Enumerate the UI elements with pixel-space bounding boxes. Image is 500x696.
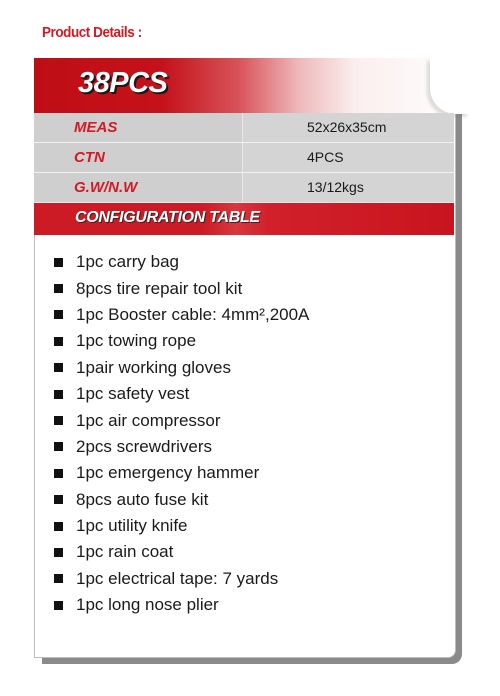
list-item-text: 1pc carry bag: [76, 252, 179, 272]
square-bullet-icon: [54, 416, 63, 425]
list-item: [54, 434, 309, 460]
square-bullet-icon: [54, 469, 63, 478]
square-bullet-icon: [54, 258, 63, 267]
list-item-text: 1pc rain coat: [76, 542, 174, 562]
list-item-text: 1pc emergency hammer: [76, 463, 260, 483]
spec-value: 13/12kgs: [307, 179, 364, 195]
spec-value: 52x26x35cm: [307, 119, 387, 135]
square-bullet-icon: [54, 390, 63, 399]
list-item: [54, 275, 309, 301]
list-item: [54, 539, 309, 565]
spec-table: [34, 113, 454, 203]
list-item: [54, 460, 309, 486]
list-item-text: 1pc utility knife: [76, 516, 188, 536]
square-bullet-icon: [54, 337, 63, 346]
page-heading: Product Details :: [42, 24, 142, 41]
list-item: [54, 355, 309, 381]
square-bullet-icon: [54, 495, 63, 504]
square-bullet-icon: [54, 442, 63, 451]
list-item-text: 1pc air compressor: [76, 410, 221, 430]
spec-row-ctn: [34, 143, 454, 173]
square-bullet-icon: [54, 363, 63, 372]
list-item: [54, 513, 309, 539]
list-item-text: 1pc electrical tape: 7 yards: [76, 568, 279, 588]
list-item: [54, 381, 309, 407]
list-item-text: 2pcs screwdrivers: [76, 436, 213, 456]
list-item-text: 8pcs tire repair tool kit: [76, 278, 243, 298]
list-item-text: 1pc safety vest: [76, 384, 190, 404]
list-item-text: 1pair working gloves: [76, 357, 231, 377]
spec-value: 4PCS: [307, 149, 344, 165]
spec-row-weight: [34, 173, 454, 203]
list-item: [54, 328, 309, 354]
square-bullet-icon: [54, 310, 63, 319]
square-bullet-icon: [54, 601, 63, 610]
spec-row-meas: [34, 113, 454, 143]
banner-title: 38PCS: [78, 67, 168, 99]
list-item-text: 1pc towing rope: [76, 331, 197, 351]
spec-label: MEAS: [34, 113, 243, 142]
list-item: [54, 249, 309, 275]
square-bullet-icon: [54, 574, 63, 583]
list-item: [54, 487, 309, 513]
list-item: [54, 302, 309, 328]
list-item: [54, 566, 309, 592]
item-list: [54, 249, 309, 618]
list-item-text: 1pc Booster cable: 4mm²,200A: [76, 304, 310, 324]
square-bullet-icon: [54, 284, 63, 293]
list-item: [54, 592, 309, 618]
list-item: [54, 407, 309, 433]
config-table-title: CONFIGURATION TABLE: [75, 209, 260, 226]
square-bullet-icon: [54, 522, 63, 531]
square-bullet-icon: [54, 548, 63, 557]
config-table-header: [34, 203, 454, 235]
title-banner: [34, 58, 462, 114]
list-item-text: 8pcs auto fuse kit: [76, 489, 209, 509]
spec-label: CTN: [34, 143, 243, 172]
spec-label: G.W/N.W: [34, 173, 243, 202]
list-item-text: 1pc long nose plier: [76, 595, 219, 615]
